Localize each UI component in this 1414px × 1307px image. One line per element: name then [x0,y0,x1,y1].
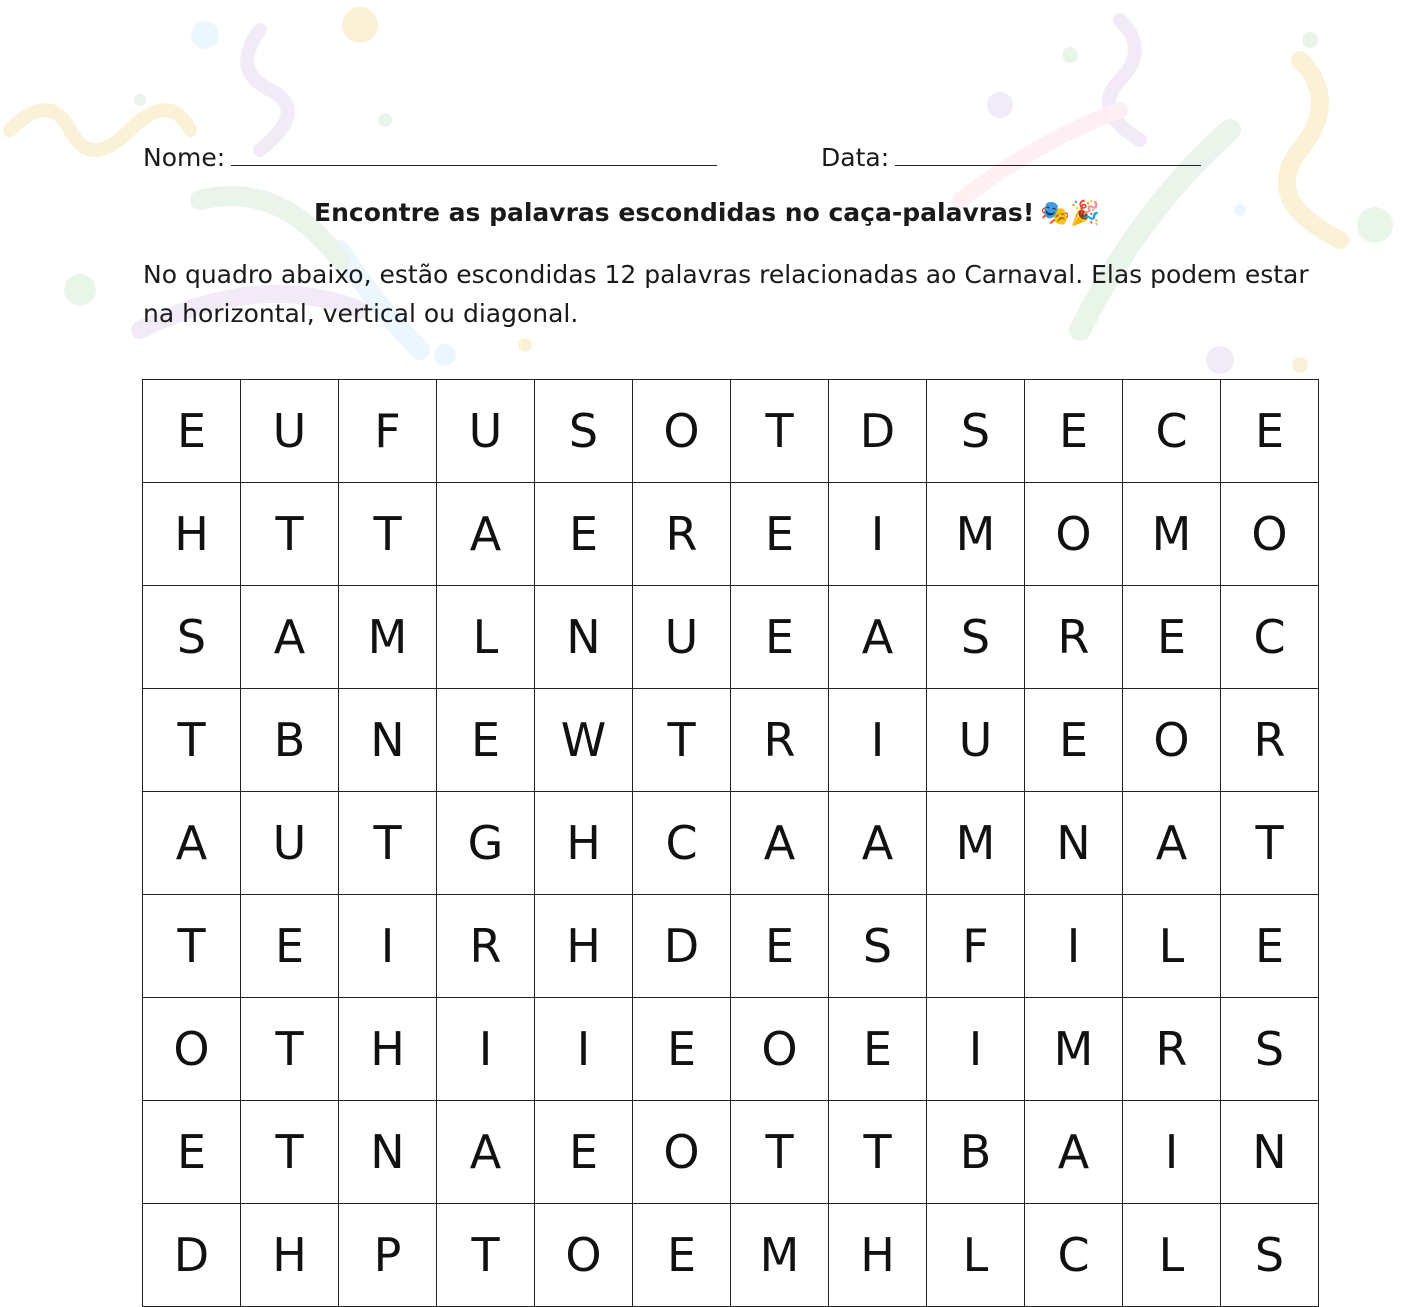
grid-cell[interactable]: C [1123,380,1221,483]
grid-cell[interactable]: E [731,586,829,689]
grid-cell[interactable]: O [143,998,241,1101]
confetti-dot [342,7,378,43]
grid-cell[interactable]: O [1123,689,1221,792]
grid-cell[interactable]: M [927,483,1025,586]
grid-cell[interactable]: I [1123,1101,1221,1204]
confetti-dot [434,344,456,366]
grid-cell[interactable]: T [731,1101,829,1204]
grid-cell[interactable]: A [829,586,927,689]
grid-cell[interactable]: B [927,1101,1025,1204]
grid-row [143,1101,1319,1204]
instructions-text: No quadro abaixo, estão escondidas 12 palavras relacionadas ao Carnaval. Elas podem estar na horizontal, vertical ou diagonal. [143,260,1309,328]
grid-cell[interactable]: A [1025,1101,1123,1204]
grid-cell[interactable]: T [437,1204,535,1307]
grid-cell[interactable]: A [143,792,241,895]
grid-cell[interactable]: L [437,586,535,689]
grid-cell[interactable]: M [731,1204,829,1307]
grid-cell[interactable]: E [1025,689,1123,792]
name-blank-line[interactable] [231,143,717,166]
date-blank-line[interactable] [895,143,1201,166]
grid-cell[interactable]: E [241,895,339,998]
grid-cell[interactable]: M [1123,483,1221,586]
grid-row [143,895,1319,998]
grid-cell[interactable]: U [927,689,1025,792]
confetti-dot [378,113,392,127]
streamer-shape [1109,20,1140,140]
grid-cell[interactable]: H [829,1204,927,1307]
grid-cell[interactable]: H [143,483,241,586]
grid-cell[interactable]: T [241,1101,339,1204]
grid-cell[interactable]: E [535,1101,633,1204]
grid-cell[interactable]: R [1123,998,1221,1101]
grid-cell[interactable]: M [1025,998,1123,1101]
confetti-dot [1302,32,1318,48]
grid-cell[interactable]: G [437,792,535,895]
page-title [0,196,1414,230]
grid-cell[interactable]: N [535,586,633,689]
grid-cell[interactable]: L [927,1204,1025,1307]
grid-cell[interactable]: U [633,586,731,689]
confetti-dot [987,92,1013,118]
date-field[interactable] [821,142,1201,174]
grid-cell[interactable]: L [1123,895,1221,998]
grid-cell[interactable]: R [437,895,535,998]
grid-cell[interactable]: A [437,1101,535,1204]
grid-cell[interactable]: S [535,380,633,483]
grid-cell[interactable]: E [1221,895,1319,998]
grid-cell[interactable]: R [1025,586,1123,689]
grid-cell[interactable]: M [927,792,1025,895]
word-search-grid [142,379,1319,1307]
grid-cell[interactable]: A [241,586,339,689]
grid-cell[interactable]: T [339,483,437,586]
grid-cell[interactable]: N [1221,1101,1319,1204]
confetti-dot [1062,47,1078,63]
grid-cell[interactable]: S [829,895,927,998]
grid-cell[interactable]: E [437,689,535,792]
grid-row [143,380,1319,483]
grid-cell[interactable]: T [241,998,339,1101]
grid-cell[interactable]: A [1123,792,1221,895]
grid-cell[interactable]: S [927,586,1025,689]
grid-cell[interactable]: T [829,1101,927,1204]
grid-cell[interactable]: E [633,998,731,1101]
grid-cell[interactable]: O [1025,483,1123,586]
name-label: Nome: [143,143,226,172]
grid-cell[interactable]: O [535,1204,633,1307]
confetti-dot [64,274,96,306]
grid-cell[interactable]: I [829,689,927,792]
grid-row [143,998,1319,1101]
grid-cell[interactable]: A [829,792,927,895]
grid-cell[interactable]: E [731,483,829,586]
grid-cell[interactable]: O [633,1101,731,1204]
grid-cell[interactable]: N [339,1101,437,1204]
grid-cell[interactable]: R [633,483,731,586]
grid-cell[interactable]: R [731,689,829,792]
grid-cell[interactable]: T [731,380,829,483]
grid-cell[interactable]: I [1025,895,1123,998]
grid-cell[interactable]: C [1025,1204,1123,1307]
grid-cell[interactable]: E [143,1101,241,1204]
grid-cell[interactable]: T [633,689,731,792]
page-title-text: Encontre as palavras escondidas no caça-palavras! [314,198,1035,227]
grid-cell[interactable]: S [143,586,241,689]
grid-cell[interactable]: O [731,998,829,1101]
confetti-dot [134,94,146,106]
grid-cell[interactable]: I [339,895,437,998]
grid-cell[interactable]: A [437,483,535,586]
grid-cell[interactable]: F [339,380,437,483]
confetti-dot [191,21,219,49]
grid-cell[interactable]: T [143,689,241,792]
grid-cell[interactable]: T [339,792,437,895]
grid-cell[interactable]: H [535,895,633,998]
grid-cell[interactable]: T [241,483,339,586]
grid-cell[interactable]: S [1221,1204,1319,1307]
confetti-dot [1206,346,1234,374]
grid-cell[interactable]: S [1221,998,1319,1101]
party-mask-icon: 🎭🎉 [1040,199,1100,227]
grid-cell[interactable]: C [633,792,731,895]
grid-row [143,586,1319,689]
grid-cell[interactable]: E [829,998,927,1101]
grid-cell[interactable]: W [535,689,633,792]
grid-cell[interactable]: E [1123,586,1221,689]
grid-row [143,483,1319,586]
grid-cell[interactable]: U [241,380,339,483]
grid-cell[interactable]: T [1221,792,1319,895]
grid-cell[interactable]: E [633,1204,731,1307]
grid-cell[interactable]: I [437,998,535,1101]
grid-row [143,689,1319,792]
streamer-shape [247,30,288,150]
grid-cell[interactable]: A [731,792,829,895]
grid-cell[interactable]: E [1025,380,1123,483]
grid-cell[interactable]: I [829,483,927,586]
grid-cell[interactable]: H [241,1204,339,1307]
grid-cell[interactable]: I [535,998,633,1101]
grid-cell[interactable]: R [1221,689,1319,792]
grid-cell[interactable]: M [339,586,437,689]
grid-cell[interactable]: N [339,689,437,792]
grid-cell[interactable]: D [633,895,731,998]
grid-cell[interactable]: E [1221,380,1319,483]
grid-cell[interactable]: F [927,895,1025,998]
grid-cell[interactable]: E [143,380,241,483]
grid-cell[interactable]: E [535,483,633,586]
grid-cell[interactable]: U [437,380,535,483]
grid-cell[interactable]: O [1221,483,1319,586]
grid-cell[interactable]: E [731,895,829,998]
grid-cell[interactable]: S [927,380,1025,483]
date-label: Data: [821,143,890,172]
grid-row [143,792,1319,895]
grid-cell[interactable]: C [1221,586,1319,689]
grid-cell[interactable]: T [143,895,241,998]
confetti-dot [1292,357,1308,373]
grid-cell[interactable]: H [535,792,633,895]
name-field[interactable] [143,142,717,174]
grid-cell[interactable]: U [241,792,339,895]
grid-cell[interactable]: O [633,380,731,483]
grid-cell[interactable]: H [339,998,437,1101]
grid-cell[interactable]: L [1123,1204,1221,1307]
grid-cell[interactable]: D [143,1204,241,1307]
grid-cell[interactable]: P [339,1204,437,1307]
grid-cell[interactable]: N [1025,792,1123,895]
grid-cell[interactable]: B [241,689,339,792]
confetti-dot [518,338,532,352]
grid-cell[interactable]: D [829,380,927,483]
grid-row [143,1204,1319,1307]
grid-cell[interactable]: I [927,998,1025,1101]
